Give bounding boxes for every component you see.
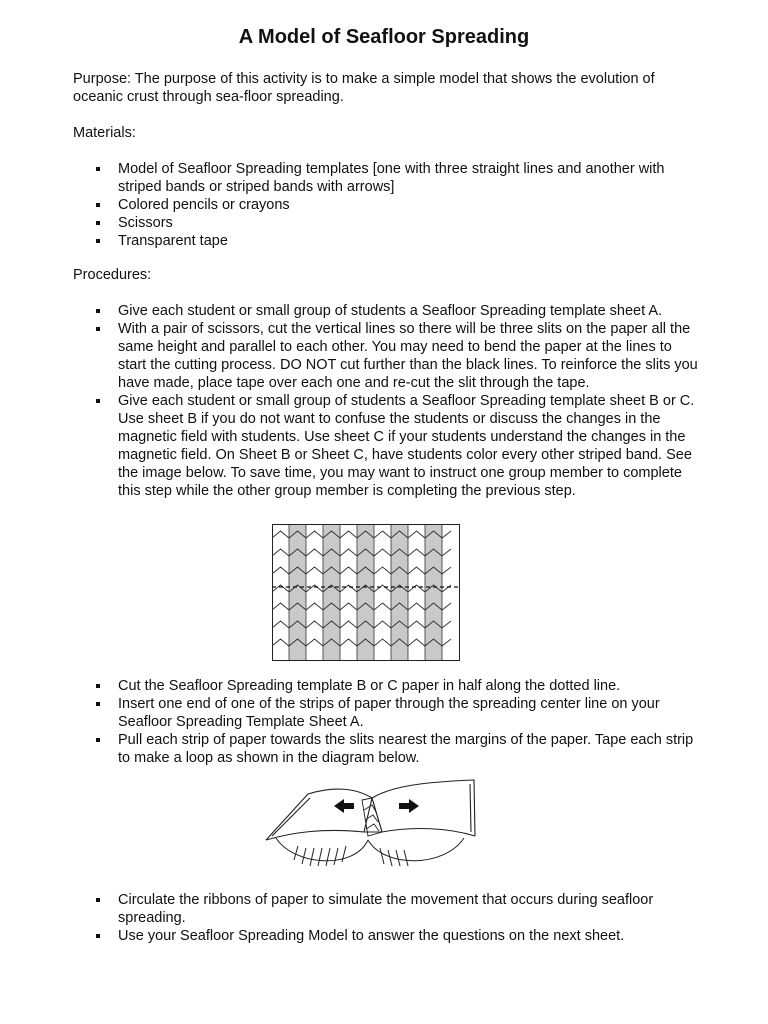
list-item: Colored pencils or crayons: [73, 196, 698, 214]
materials-list: [73, 160, 698, 250]
band: [323, 525, 340, 660]
list-item: Scissors: [73, 214, 698, 232]
left-arrow-icon: [334, 799, 354, 813]
band: [425, 525, 442, 660]
center-strip: [362, 798, 382, 836]
list-item: Transparent tape: [73, 232, 698, 250]
band: [357, 525, 374, 660]
procedures-heading: Procedures:: [73, 267, 152, 283]
right-arrow-icon: [399, 799, 419, 813]
procedures-list-b: [73, 677, 698, 767]
materials-heading: Materials:: [73, 125, 136, 141]
striped-template-figure: [272, 524, 460, 661]
list-item: Cut the Seafloor Spreading template B or C paper in half along the dotted line.: [73, 677, 698, 695]
list-item: Give each student or small group of students a Seafloor Spreading template sheet A.: [73, 302, 698, 320]
list-item: Use your Seafloor Spreading Model to answer the questions on the next sheet.: [73, 927, 698, 945]
list-item: With a pair of scissors, cut the vertical lines so there will be three slits on the paper all the same height and parallel to each other. You may need to bend the paper at the lines to start the cutting process. DO NOT cut further than the black lines. To reinforce the slits you have made, place tape over each one and re-cut the slit through the tape.: [73, 320, 698, 392]
band: [391, 525, 408, 660]
paper-loops: [276, 838, 464, 866]
list-item: Insert one end of one of the strips of paper through the spreading center line on your Seafloor Spreading Template Sheet A.: [73, 695, 698, 731]
list-item: Model of Seafloor Spreading templates [one with three straight lines and another with striped bands or striped bands with arrows]: [73, 160, 698, 196]
paper-loop-diagram: [264, 776, 478, 872]
purpose-paragraph: Purpose: The purpose of this activity is to make a simple model that shows the evolution of oceanic crust through sea-floor spreading.: [73, 71, 655, 105]
list-item: Give each student or small group of students a Seafloor Spreading template sheet B or C. Use sheet B if you do not want to confuse the students or discuss the changes in the magnetic field with students. Use sheet C if your students understand the changes in the magnetic field. On Sheet B or Sheet C, have students color every other striped band. See the image below. To save time, you may want to instruct one group member to complete this step while the other group member is completing the previous step.: [73, 392, 698, 500]
page-title: A Model of Seafloor Spreading: [238, 26, 530, 48]
list-item: Pull each strip of paper towards the slits nearest the margins of the paper. Tape each strip to make a loop as shown in the diagram below.: [73, 731, 698, 767]
band: [289, 525, 306, 660]
procedures-list-a: [73, 302, 698, 500]
open-sheet: [266, 780, 475, 840]
procedures-list-c: [73, 891, 698, 945]
list-item: Circulate the ribbons of paper to simulate the movement that occurs during seafloor spreading.: [73, 891, 698, 927]
